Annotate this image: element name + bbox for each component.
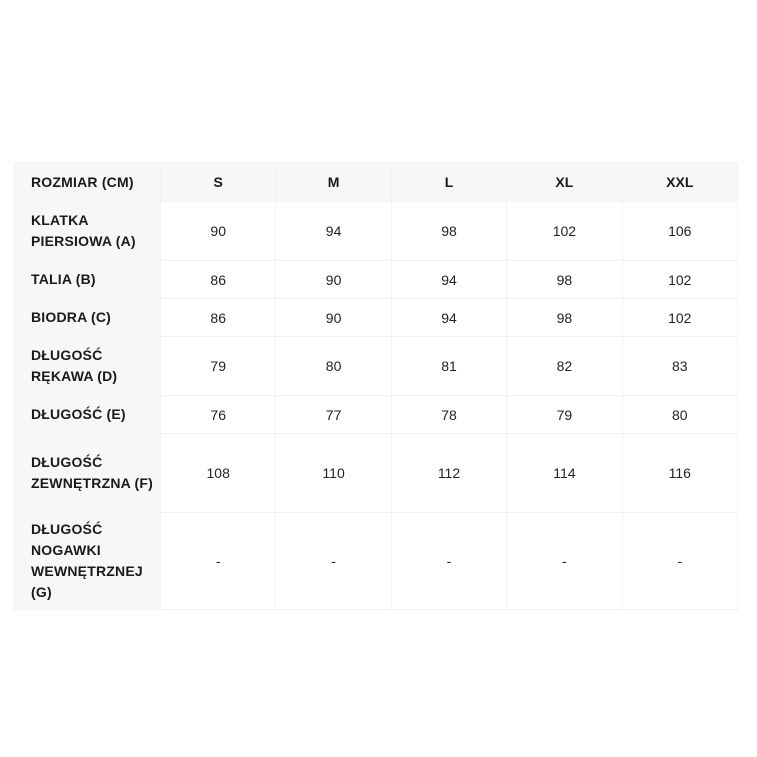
table-cell: 79 — [507, 396, 622, 434]
table-cell: 102 — [622, 261, 737, 299]
size-chart-header — [15, 163, 738, 202]
table-cell: - — [276, 513, 391, 610]
table-row — [15, 261, 738, 299]
table-cell: 86 — [161, 261, 276, 299]
table-cell: 86 — [161, 299, 276, 337]
table-row — [15, 396, 738, 434]
row-label: DŁUGOŚĆ RĘKAWA (D) — [15, 337, 161, 396]
table-row — [15, 513, 738, 610]
table-cell: 102 — [622, 299, 737, 337]
table-cell: 98 — [391, 202, 506, 261]
table-cell: 81 — [391, 337, 506, 396]
row-label: DŁUGOŚĆ ZEWNĘTRZNA (F) — [15, 434, 161, 513]
header-size-xl: XL — [507, 163, 622, 202]
table-cell: 116 — [622, 434, 737, 513]
row-label: BIODRA (C) — [15, 299, 161, 337]
table-cell: 77 — [276, 396, 391, 434]
table-cell: 94 — [276, 202, 391, 261]
table-row — [15, 434, 738, 513]
table-cell: - — [161, 513, 276, 610]
table-cell: 90 — [276, 299, 391, 337]
table-cell: 110 — [276, 434, 391, 513]
table-cell: - — [507, 513, 622, 610]
table-cell: 114 — [507, 434, 622, 513]
header-label: ROZMIAR (CM) — [15, 163, 161, 202]
table-cell: 112 — [391, 434, 506, 513]
row-label: DŁUGOŚĆ (E) — [15, 396, 161, 434]
table-row — [15, 299, 738, 337]
table-cell: 78 — [391, 396, 506, 434]
size-chart-body — [15, 202, 738, 610]
table-cell: 90 — [161, 202, 276, 261]
table-cell: 94 — [391, 261, 506, 299]
table-cell: 83 — [622, 337, 737, 396]
table-cell: 98 — [507, 261, 622, 299]
table-cell: 76 — [161, 396, 276, 434]
row-label: KLATKA PIERSIOWA (A) — [15, 202, 161, 261]
row-label: DŁUGOŚĆ NOGAWKI WEWNĘTRZNEJ (G) — [15, 513, 161, 610]
header-size-l: L — [391, 163, 506, 202]
row-label: TALIA (B) — [15, 261, 161, 299]
header-size-m: M — [276, 163, 391, 202]
table-cell: 106 — [622, 202, 737, 261]
table-cell: 108 — [161, 434, 276, 513]
table-row — [15, 202, 738, 261]
table-cell: - — [622, 513, 737, 610]
table-cell: 82 — [507, 337, 622, 396]
table-row — [15, 337, 738, 396]
header-row — [15, 163, 738, 202]
size-chart-table — [14, 162, 738, 610]
header-size-xxl: XXL — [622, 163, 737, 202]
table-cell: 98 — [507, 299, 622, 337]
table-cell: 80 — [276, 337, 391, 396]
table-cell: 80 — [622, 396, 737, 434]
table-cell: 90 — [276, 261, 391, 299]
table-cell: 79 — [161, 337, 276, 396]
table-cell: 94 — [391, 299, 506, 337]
table-cell: 102 — [507, 202, 622, 261]
header-size-s: S — [161, 163, 276, 202]
table-cell: - — [391, 513, 506, 610]
